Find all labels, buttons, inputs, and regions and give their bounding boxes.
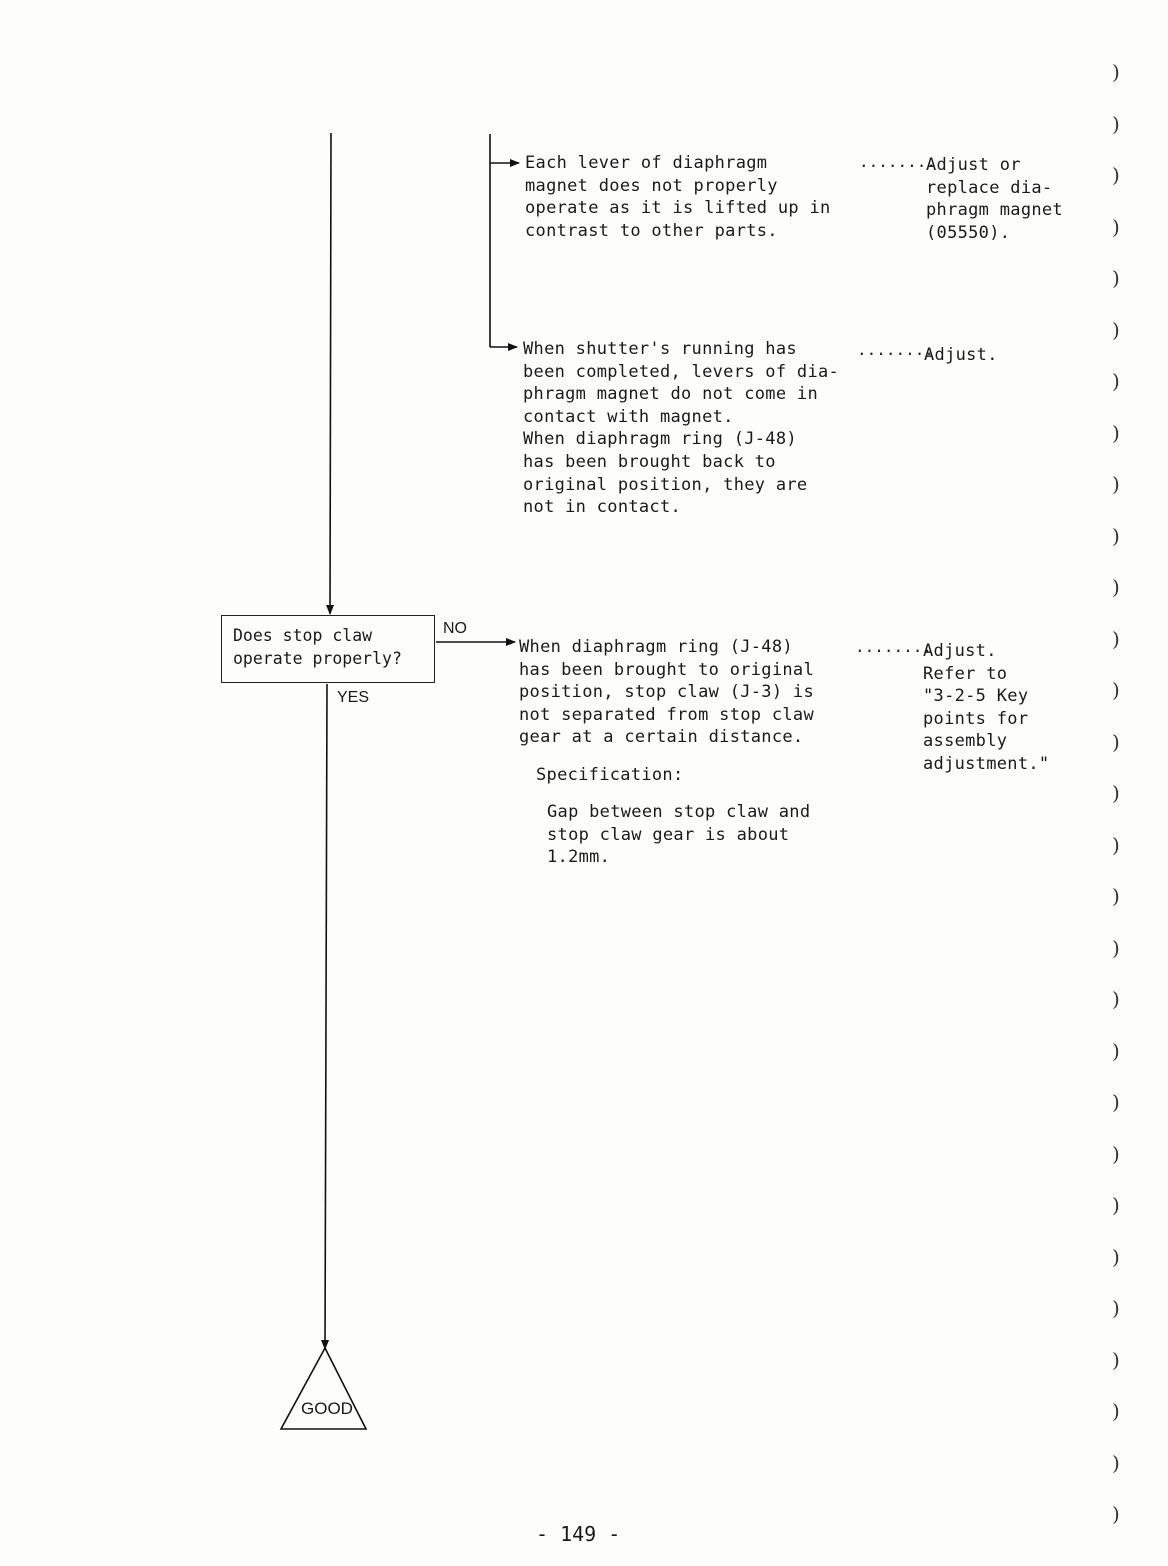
- binding-mark: ): [1112, 111, 1120, 136]
- remedy-3-line: points for: [923, 708, 1029, 729]
- binding-mark: ): [1112, 523, 1120, 548]
- cause-2-line: original position, they are: [523, 474, 808, 495]
- binding-mark: ): [1112, 317, 1120, 342]
- decision-box: [221, 615, 435, 683]
- cause-3-line: When diaphragm ring (J-48): [519, 637, 793, 657]
- cause-3-line: not separated from stop claw: [519, 704, 814, 725]
- binding-mark: ): [1112, 163, 1120, 187]
- binding-mark: ): [1112, 1193, 1120, 1217]
- specification-label: Specification:: [536, 765, 684, 785]
- cause-3-line: gear at a certain distance.: [519, 727, 804, 748]
- binding-mark: ): [1112, 1141, 1120, 1166]
- remedy-3-line: "3-2-5 Key: [923, 686, 1029, 707]
- specification-line: Gap between stop claw and: [547, 802, 811, 822]
- remedy-1-line: replace dia-: [926, 177, 1053, 198]
- binding-mark: ): [1112, 214, 1120, 239]
- remedy-1-line: (05550).: [926, 222, 1011, 243]
- cause-2-line: When diaphragm ring (J-48): [523, 429, 797, 450]
- binding-holes: [1104, 60, 1134, 1560]
- page-number: - 149 -: [536, 1522, 621, 1546]
- binding-mark: ): [1112, 60, 1120, 84]
- binding-mark: ): [1112, 781, 1120, 805]
- cause-1-line: magnet does not properly: [525, 175, 778, 196]
- leader-dots-3: ........: [855, 637, 933, 656]
- remedy-3-line: Refer to: [923, 663, 1008, 684]
- main-flow-line-upper: [330, 133, 331, 614]
- cause-3-line: has been brought to original: [519, 659, 814, 680]
- yes-label: YES: [337, 689, 370, 706]
- cause-3-line: position, stop claw (J-3) is: [519, 682, 814, 703]
- remedy-3-line: Adjust.: [923, 641, 997, 661]
- cause-1-text: [525, 152, 831, 242]
- cause-2-text: [523, 338, 839, 519]
- binding-mark: ): [1112, 729, 1120, 754]
- binding-mark: ): [1112, 266, 1120, 290]
- specification-line: stop claw gear is about: [547, 824, 790, 845]
- yes-flow-line: [325, 684, 327, 1349]
- specification-line: 1.2mm.: [547, 847, 611, 868]
- cause-2-line: contact with magnet.: [523, 406, 734, 427]
- binding-mark: ): [1112, 832, 1120, 857]
- leader-dots-1: ........: [859, 152, 937, 171]
- binding-mark: ): [1112, 626, 1120, 651]
- binding-mark: ): [1112, 884, 1120, 908]
- cause-3-text: [519, 636, 814, 749]
- binding-mark: ): [1112, 472, 1120, 496]
- binding-mark: ): [1112, 678, 1120, 702]
- binding-mark: ): [1112, 1296, 1120, 1320]
- specification-text: [547, 801, 810, 869]
- good-label: GOOD: [301, 1399, 353, 1418]
- cause-2-line: been completed, levers of dia-: [523, 361, 840, 382]
- binding-mark: ): [1112, 420, 1120, 445]
- binding-mark: ): [1112, 935, 1120, 960]
- remedy-3-line: assembly: [923, 731, 1008, 752]
- remedy-1-line: phragm magnet: [926, 200, 1063, 221]
- binding-mark: ): [1112, 1347, 1120, 1372]
- cause-2-line: When shutter's running has: [523, 339, 797, 359]
- binding-mark: ): [1112, 1038, 1120, 1063]
- cause-1-line: Each lever of diaphragm: [525, 153, 768, 173]
- cause-1-line: contrast to other parts.: [525, 220, 778, 241]
- remedy-1-text: [926, 154, 1063, 244]
- cause-2-line: not in contact.: [523, 497, 682, 518]
- binding-mark: ): [1112, 1399, 1120, 1423]
- decision-line-2: operate properly?: [233, 648, 402, 668]
- no-label: NO: [443, 620, 467, 637]
- binding-mark: ): [1112, 575, 1120, 599]
- decision-question: [233, 625, 402, 670]
- leader-dots-2: ........: [857, 340, 935, 359]
- cause-2-line: phragm magnet do not come in: [523, 384, 818, 405]
- binding-mark: ): [1112, 1450, 1120, 1475]
- decision-line-1: Does stop claw: [233, 626, 373, 645]
- remedy-3-text: [923, 640, 1049, 776]
- remedy-1-line: Adjust or: [926, 155, 1021, 175]
- remedy-2-text: [924, 344, 998, 367]
- remedy-3-line: adjustment.": [923, 753, 1050, 774]
- binding-mark: ): [1112, 987, 1120, 1011]
- cause-1-line: operate as it is lifted up in: [525, 198, 831, 219]
- binding-mark: ): [1112, 1244, 1120, 1269]
- binding-mark: ): [1112, 1502, 1120, 1526]
- binding-mark: ): [1112, 1090, 1120, 1114]
- cause-2-line: has been brought back to: [523, 451, 776, 472]
- remedy-2-line: Adjust.: [924, 345, 998, 365]
- binding-mark: ): [1112, 369, 1120, 393]
